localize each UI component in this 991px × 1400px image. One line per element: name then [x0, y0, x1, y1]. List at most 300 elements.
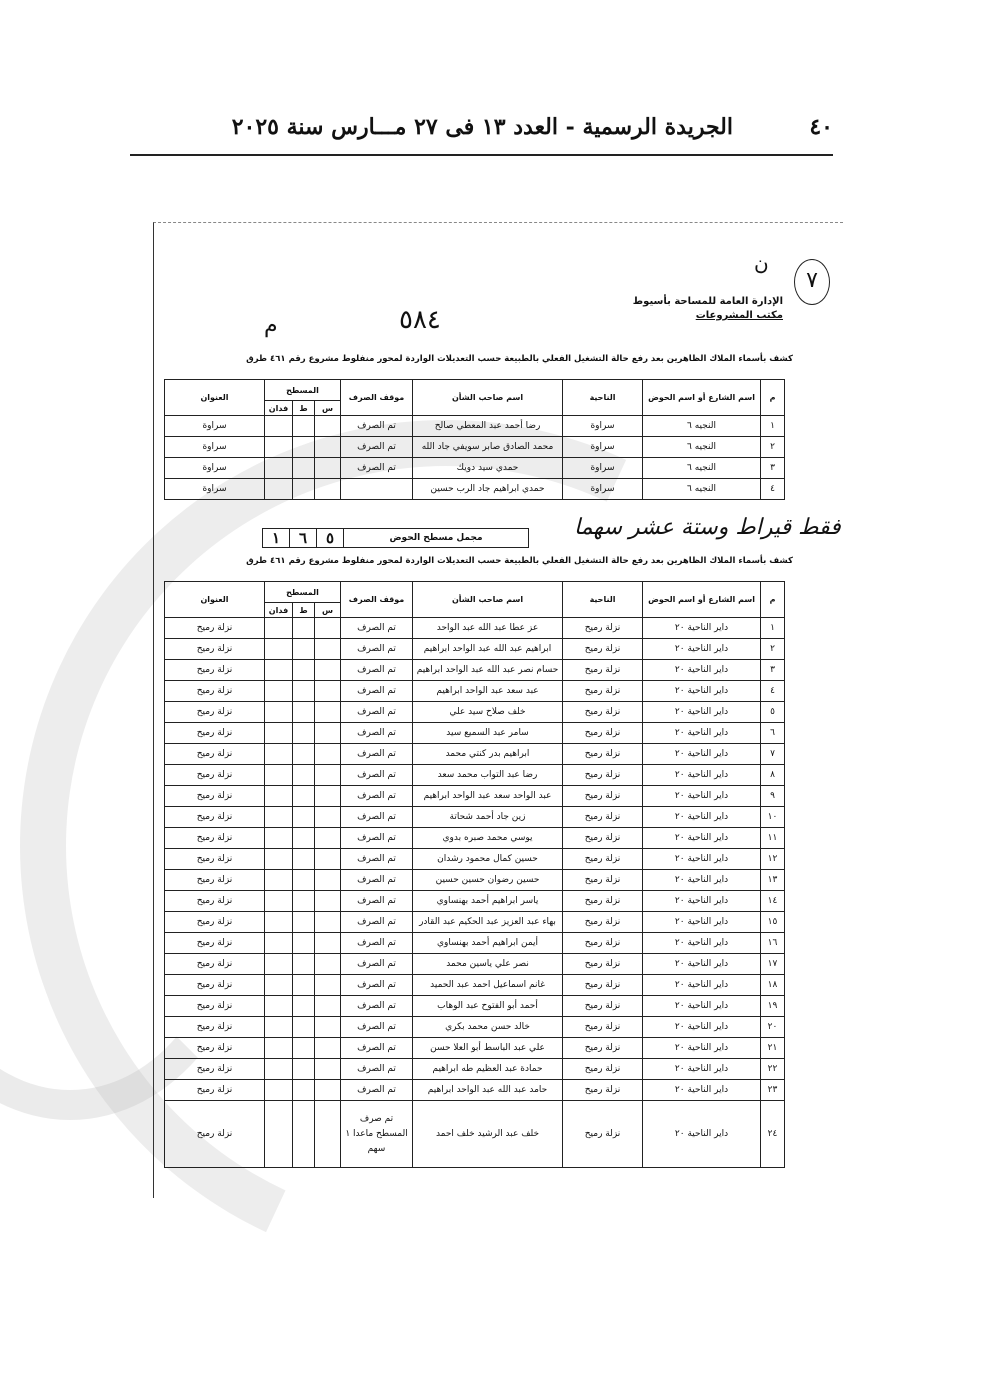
header-qirat: ط — [293, 603, 315, 618]
cell-feddan — [265, 1080, 293, 1101]
cell-district: سراوة — [563, 458, 643, 479]
owners-table-2 — [164, 581, 785, 1168]
cell-owner: علي عبد الباسط أبو العلا حسن — [413, 1038, 563, 1059]
cell-address: نزلة رميح — [165, 765, 265, 786]
cell-num: ٤ — [761, 681, 785, 702]
cell-sahm — [315, 458, 341, 479]
cell-num: ٤ — [761, 479, 785, 500]
cell-sahm — [315, 639, 341, 660]
table-row — [165, 1059, 785, 1080]
cell-street: داير الناحية ٢٠ — [643, 912, 761, 933]
cell-qirat — [293, 639, 315, 660]
cell-sahm — [315, 437, 341, 458]
table-row — [165, 702, 785, 723]
cell-num: ٣ — [761, 660, 785, 681]
header-status: موقف الصرف — [341, 380, 413, 416]
cell-num: ١٨ — [761, 975, 785, 996]
header-street: اسم الشارع أو اسم الحوض — [643, 582, 761, 618]
cell-district: سراوة — [563, 437, 643, 458]
cell-status: تم الصرف — [341, 786, 413, 807]
cell-sahm — [315, 807, 341, 828]
cell-status: تم الصرف — [341, 807, 413, 828]
cell-sahm — [315, 660, 341, 681]
table-row — [165, 828, 785, 849]
department-line1: الإدارة العامة للمساحة بأسيوط — [632, 296, 783, 307]
table-row — [165, 975, 785, 996]
cell-status: تم الصرف — [341, 639, 413, 660]
table2-caption: كشف بأسماء الملاك الظاهرين بعد رفع حالة التشغيل الفعلي بالطبيعة حسب التعديلات الواردة لمحور منفلوط مشروع رقم ٤٦١ طرق — [246, 556, 793, 566]
cell-district: نزلة رميح — [563, 996, 643, 1017]
cell-feddan — [265, 891, 293, 912]
table-row — [165, 744, 785, 765]
cell-num: ١٦ — [761, 933, 785, 954]
page-header — [130, 108, 833, 152]
cell-district: نزلة رميح — [563, 807, 643, 828]
cell-district: نزلة رميح — [563, 954, 643, 975]
cell-owner: حسين رضوان حسين حسين — [413, 870, 563, 891]
cell-district: سراوة — [563, 479, 643, 500]
cell-qirat — [293, 416, 315, 437]
cell-num: ٢٣ — [761, 1080, 785, 1101]
cell-address: نزلة رميح — [165, 891, 265, 912]
cell-district: نزلة رميح — [563, 723, 643, 744]
cell-qirat — [293, 912, 315, 933]
table-row — [165, 437, 785, 458]
cell-feddan — [265, 1059, 293, 1080]
cell-feddan — [265, 912, 293, 933]
cell-street: داير الناحية ٢٠ — [643, 1059, 761, 1080]
cell-num: ٢ — [761, 437, 785, 458]
cell-qirat — [293, 870, 315, 891]
cell-num: ١٥ — [761, 912, 785, 933]
header-sahm: س — [315, 603, 341, 618]
cell-qirat — [293, 954, 315, 975]
cell-sahm — [315, 891, 341, 912]
cell-owner: محمد الصادق صابر سويفي جاد الله — [413, 437, 563, 458]
cell-qirat — [293, 458, 315, 479]
cell-sahm — [315, 870, 341, 891]
cell-status: تم الصرف — [341, 933, 413, 954]
cell-num: ٥ — [761, 702, 785, 723]
cell-street: داير الناحية ٢٠ — [643, 618, 761, 639]
cell-qirat — [293, 828, 315, 849]
cell-sahm — [315, 975, 341, 996]
cell-qirat — [293, 1038, 315, 1059]
department-line2: مكتب المشروعات — [695, 310, 783, 321]
cell-district: نزلة رميح — [563, 765, 643, 786]
cell-street: داير الناحية ٢٠ — [643, 786, 761, 807]
handwritten-total-note: فقط قيراط وستة عشر سهما — [574, 515, 841, 540]
cell-owner: أحمد أبو الفتوح عبد الوهاب — [413, 996, 563, 1017]
cell-status: تم صرف المسطح ماعدا ١ سهم — [341, 1101, 413, 1168]
total-area-value: ١ — [271, 529, 281, 547]
cell-status: تم الصرف — [341, 765, 413, 786]
cell-feddan — [265, 681, 293, 702]
header-owner: اسم صاحب الشأن — [413, 380, 563, 416]
cell-num: ٩ — [761, 786, 785, 807]
cell-district: نزلة رميح — [563, 1017, 643, 1038]
cell-num: ٢٠ — [761, 1017, 785, 1038]
cell-sahm — [315, 702, 341, 723]
cell-address: نزلة رميح — [165, 933, 265, 954]
cell-address: سراوة — [165, 458, 265, 479]
cell-street: داير الناحية ٢٠ — [643, 702, 761, 723]
cell-sahm — [315, 618, 341, 639]
cell-owner: رضا عبد التواب محمد سعد — [413, 765, 563, 786]
cell-feddan — [265, 702, 293, 723]
handwritten-small-mark: م — [264, 313, 278, 338]
cell-status: تم الصرف — [341, 870, 413, 891]
cell-street: داير الناحية ٢٠ — [643, 744, 761, 765]
handwritten-circled-number: ٧ — [794, 259, 830, 305]
cell-owner: غانم اسماعيل احمد عبد الحميد — [413, 975, 563, 996]
table-row — [165, 458, 785, 479]
cell-status: تم الصرف — [341, 912, 413, 933]
cell-owner: رضا أحمد عبد المعطي صالح — [413, 416, 563, 437]
cell-street: النجيه ٦ — [643, 479, 761, 500]
cell-num: ١٩ — [761, 996, 785, 1017]
cell-address: نزلة رميح — [165, 702, 265, 723]
cell-status: تم الصرف — [341, 996, 413, 1017]
cell-street: داير الناحية ٢٠ — [643, 681, 761, 702]
cell-street: داير الناحية ٢٠ — [643, 660, 761, 681]
cell-qirat — [293, 744, 315, 765]
table-row — [165, 996, 785, 1017]
cell-street: داير الناحية ٢٠ — [643, 1101, 761, 1168]
table-row — [165, 870, 785, 891]
cell-address: نزلة رميح — [165, 744, 265, 765]
cell-street: داير الناحية ٢٠ — [643, 1017, 761, 1038]
cell-status: تم الصرف — [341, 891, 413, 912]
cell-owner: حسين كمال محمود رشدان — [413, 849, 563, 870]
cell-street: داير الناحية ٢٠ — [643, 954, 761, 975]
cell-sahm — [315, 765, 341, 786]
cell-num: ١ — [761, 618, 785, 639]
cell-qirat — [293, 765, 315, 786]
total-area-value: ٦ — [289, 529, 316, 547]
cell-feddan — [265, 723, 293, 744]
table-row — [165, 1101, 785, 1168]
cell-status: تم الصرف — [341, 849, 413, 870]
cell-status: تم الصرف — [341, 723, 413, 744]
cell-status — [341, 479, 413, 500]
table-row — [165, 618, 785, 639]
cell-status: تم الصرف — [341, 1017, 413, 1038]
cell-district: نزلة رميح — [563, 639, 643, 660]
cell-district: نزلة رميح — [563, 744, 643, 765]
cell-qirat — [293, 1059, 315, 1080]
folio-number: ٥٨٤ — [399, 305, 441, 335]
cell-district: نزلة رميح — [563, 1038, 643, 1059]
owners-table-1 — [164, 379, 785, 500]
cell-num: ٢ — [761, 639, 785, 660]
cell-address: سراوة — [165, 479, 265, 500]
cell-address: نزلة رميح — [165, 1101, 265, 1168]
cell-status: تم الصرف — [341, 660, 413, 681]
cell-status: تم الصرف — [341, 681, 413, 702]
cell-qirat — [293, 618, 315, 639]
header-num: م — [761, 582, 785, 618]
cell-qirat — [293, 996, 315, 1017]
cell-street: داير الناحية ٢٠ — [643, 849, 761, 870]
cell-feddan — [265, 437, 293, 458]
header-qirat: ط — [293, 401, 315, 416]
cell-qirat — [293, 723, 315, 744]
cell-feddan — [265, 996, 293, 1017]
cell-district: نزلة رميح — [563, 618, 643, 639]
cell-street: داير الناحية ٢٠ — [643, 807, 761, 828]
cell-address: نزلة رميح — [165, 954, 265, 975]
cell-feddan — [265, 933, 293, 954]
header-district: الناحية — [563, 582, 643, 618]
cell-qirat — [293, 479, 315, 500]
cell-status: تم الصرف — [341, 437, 413, 458]
table-row — [165, 639, 785, 660]
table-row — [165, 479, 785, 500]
cell-sahm — [315, 723, 341, 744]
cell-qirat — [293, 660, 315, 681]
cell-sahm — [315, 786, 341, 807]
cell-status: تم الصرف — [341, 828, 413, 849]
cell-owner: حسام نصر عبد الله عبد الواحد ابراهيم — [413, 660, 563, 681]
cell-owner: حمادة عبد العظيم طه ابراهيم — [413, 1059, 563, 1080]
document-body — [154, 223, 843, 1198]
cell-feddan — [265, 479, 293, 500]
total-area-value: ٥ — [316, 529, 343, 547]
cell-num: ١٠ — [761, 807, 785, 828]
cell-num: ١١ — [761, 828, 785, 849]
table-row — [165, 681, 785, 702]
cell-sahm — [315, 912, 341, 933]
cell-status: تم الصرف — [341, 954, 413, 975]
cell-street: داير الناحية ٢٠ — [643, 975, 761, 996]
cell-address: نزلة رميح — [165, 723, 265, 744]
cell-sahm — [315, 996, 341, 1017]
cell-sahm — [315, 1017, 341, 1038]
cell-address: سراوة — [165, 437, 265, 458]
cell-status: تم الصرف — [341, 458, 413, 479]
cell-street: داير الناحية ٢٠ — [643, 828, 761, 849]
cell-street: داير الناحية ٢٠ — [643, 765, 761, 786]
cell-district: نزلة رميح — [563, 786, 643, 807]
cell-status: تم الصرف — [341, 618, 413, 639]
table-row — [165, 723, 785, 744]
cell-status: تم الصرف — [341, 702, 413, 723]
cell-address: نزلة رميح — [165, 975, 265, 996]
cell-owner: عز عطا عبد الله عبد الواحد — [413, 618, 563, 639]
cell-qirat — [293, 891, 315, 912]
header-rule — [130, 154, 833, 156]
cell-num: ١٣ — [761, 870, 785, 891]
cell-num: ٣ — [761, 458, 785, 479]
cell-sahm — [315, 1101, 341, 1168]
cell-street: داير الناحية ٢٠ — [643, 1038, 761, 1059]
cell-address: نزلة رميح — [165, 786, 265, 807]
department-block — [633, 295, 783, 323]
cell-num: ١ — [761, 416, 785, 437]
cell-num: ٦ — [761, 723, 785, 744]
header-area: المسطح — [265, 380, 341, 401]
cell-district: سراوة — [563, 416, 643, 437]
cell-status: تم الصرف — [341, 1080, 413, 1101]
handwritten-corner-mark: ن — [754, 251, 769, 275]
table-row — [165, 416, 785, 437]
cell-qirat — [293, 702, 315, 723]
cell-street: النجيه ٦ — [643, 416, 761, 437]
cell-address: نزلة رميح — [165, 1059, 265, 1080]
scanned-document — [153, 222, 843, 1198]
cell-owner: عبد سعد عبد الواحد ابراهيم — [413, 681, 563, 702]
table-row — [165, 954, 785, 975]
cell-owner: ابراهيم عبد الله عبد الواحد ابراهيم — [413, 639, 563, 660]
table-row — [165, 1017, 785, 1038]
table-row — [165, 912, 785, 933]
cell-address: نزلة رميح — [165, 660, 265, 681]
cell-district: نزلة رميح — [563, 891, 643, 912]
header-owner: اسم صاحب الشأن — [413, 582, 563, 618]
cell-district: نزلة رميح — [563, 975, 643, 996]
cell-qirat — [293, 975, 315, 996]
cell-status: تم الصرف — [341, 975, 413, 996]
cell-district: نزلة رميح — [563, 828, 643, 849]
cell-sahm — [315, 933, 341, 954]
cell-qirat — [293, 1017, 315, 1038]
cell-sahm — [315, 1038, 341, 1059]
cell-num: ١٤ — [761, 891, 785, 912]
cell-qirat — [293, 1080, 315, 1101]
cell-feddan — [265, 849, 293, 870]
table1-caption: كشف بأسماء الملاك الظاهرين بعد رفع حالة التشغيل الفعلي بالطبيعة حسب التعديلات الواردة لمحور منفلوط مشروع رقم ٤٦١ طرق — [246, 354, 793, 364]
cell-sahm — [315, 1080, 341, 1101]
header-street: اسم الشارع أو اسم الحوض — [643, 380, 761, 416]
cell-sahm — [315, 849, 341, 870]
cell-street: داير الناحية ٢٠ — [643, 1080, 761, 1101]
cell-feddan — [265, 765, 293, 786]
header-num: م — [761, 380, 785, 416]
page-title: الجريدة الرسمية - العدد ١٣ فى ٢٧ مـــارس سنة ٢٠٢٥ — [231, 114, 733, 140]
cell-address: نزلة رميح — [165, 618, 265, 639]
cell-street: النجيه ٦ — [643, 437, 761, 458]
cell-address: نزلة رميح — [165, 639, 265, 660]
cell-qirat — [293, 807, 315, 828]
cell-sahm — [315, 1059, 341, 1080]
table-row — [165, 786, 785, 807]
cell-owner: خالد حسن محمد بكري — [413, 1017, 563, 1038]
cell-feddan — [265, 786, 293, 807]
cell-feddan — [265, 954, 293, 975]
table-row — [165, 807, 785, 828]
table-row — [165, 1038, 785, 1059]
cell-qirat — [293, 933, 315, 954]
cell-address: نزلة رميح — [165, 996, 265, 1017]
cell-sahm — [315, 828, 341, 849]
header-feddan: فدان — [265, 401, 293, 416]
cell-owner: ياسر ابراهيم أحمد بهنساوي — [413, 891, 563, 912]
cell-address: سراوة — [165, 416, 265, 437]
cell-street: داير الناحية ٢٠ — [643, 933, 761, 954]
cell-feddan — [265, 416, 293, 437]
cell-qirat — [293, 1101, 315, 1168]
page-number: ٤٠ — [809, 114, 833, 140]
header-address: العنوان — [165, 582, 265, 618]
header-district: الناحية — [563, 380, 643, 416]
cell-feddan — [265, 744, 293, 765]
cell-feddan — [265, 618, 293, 639]
table-row — [165, 765, 785, 786]
cell-district: نزلة رميح — [563, 1059, 643, 1080]
cell-district: نزلة رميح — [563, 1080, 643, 1101]
table-row — [165, 1080, 785, 1101]
cell-address: نزلة رميح — [165, 1017, 265, 1038]
header-area: المسطح — [265, 582, 341, 603]
cell-owner: زين جاد أحمد شحاتة — [413, 807, 563, 828]
cell-address: نزلة رميح — [165, 807, 265, 828]
header-sahm: س — [315, 401, 341, 416]
cell-district: نزلة رميح — [563, 849, 643, 870]
header-feddan: فدان — [265, 603, 293, 618]
cell-district: نزلة رميح — [563, 933, 643, 954]
cell-sahm — [315, 681, 341, 702]
total-area-box — [262, 528, 529, 548]
cell-address: نزلة رميح — [165, 849, 265, 870]
cell-status: تم الصرف — [341, 744, 413, 765]
cell-district: نزلة رميح — [563, 912, 643, 933]
cell-feddan — [265, 807, 293, 828]
cell-owner: حمدي سيد دويك — [413, 458, 563, 479]
cell-street: النجيه ٦ — [643, 458, 761, 479]
header-address: العنوان — [165, 380, 265, 416]
cell-owner: يوسي محمد صبره بدوي — [413, 828, 563, 849]
header-status: موقف الصرف — [341, 582, 413, 618]
cell-status: تم الصرف — [341, 1059, 413, 1080]
cell-owner: حمدي ابراهيم جاد الرب حسين — [413, 479, 563, 500]
cell-qirat — [293, 786, 315, 807]
cell-num: ٨ — [761, 765, 785, 786]
cell-num: ١٧ — [761, 954, 785, 975]
cell-num: ١٢ — [761, 849, 785, 870]
cell-owner: أيمن ابراهيم أحمد بهنساوي — [413, 933, 563, 954]
cell-address: نزلة رميح — [165, 828, 265, 849]
cell-district: نزلة رميح — [563, 681, 643, 702]
cell-feddan — [265, 1017, 293, 1038]
cell-sahm — [315, 954, 341, 975]
cell-num: ٢٤ — [761, 1101, 785, 1168]
cell-street: داير الناحية ٢٠ — [643, 996, 761, 1017]
table-row — [165, 891, 785, 912]
cell-owner: خلف عبد الرشيد خلف احمد — [413, 1101, 563, 1168]
cell-owner: حامد عبد الله عبد الواحد ابراهيم — [413, 1080, 563, 1101]
total-area-label: مجمل مسطح الحوض — [343, 529, 528, 547]
cell-qirat — [293, 849, 315, 870]
cell-district: نزلة رميح — [563, 870, 643, 891]
cell-district: نزلة رميح — [563, 1101, 643, 1168]
cell-address: نزلة رميح — [165, 1038, 265, 1059]
cell-address: نزلة رميح — [165, 912, 265, 933]
cell-feddan — [265, 1101, 293, 1168]
cell-feddan — [265, 1038, 293, 1059]
cell-sahm — [315, 479, 341, 500]
cell-status: تم الصرف — [341, 416, 413, 437]
cell-qirat — [293, 681, 315, 702]
cell-qirat — [293, 437, 315, 458]
cell-owner: سامر عبد السميع سيد — [413, 723, 563, 744]
table-row — [165, 933, 785, 954]
cell-owner: عبد الواحد سعد عبد الواحد ابراهيم — [413, 786, 563, 807]
cell-street: داير الناحية ٢٠ — [643, 891, 761, 912]
cell-feddan — [265, 458, 293, 479]
cell-owner: نصر علي ياسين محمد — [413, 954, 563, 975]
cell-address: نزلة رميح — [165, 1080, 265, 1101]
